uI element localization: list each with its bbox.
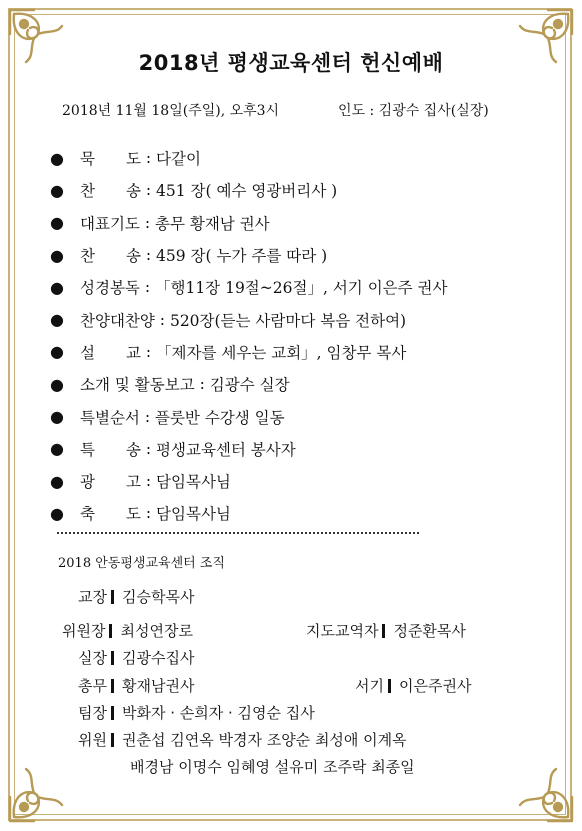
program-label: 특별순서 bbox=[80, 408, 140, 427]
program-item: ● 찬 송 : 459 장( 누가 주를 따라 ) bbox=[50, 245, 328, 266]
dotted-divider bbox=[57, 532, 419, 534]
program-label: 찬양대찬양 bbox=[80, 311, 155, 330]
role-label: 위원장 bbox=[62, 622, 106, 640]
org-members-cont bbox=[130, 756, 415, 777]
bullet-icon: ● bbox=[50, 503, 64, 523]
program-item: ● 묵 도 : 다같이 bbox=[50, 148, 201, 169]
program-label: 특 송 bbox=[80, 440, 141, 459]
role-name: 박화자 · 손희자 · 김영순 집사 bbox=[121, 704, 315, 722]
program-item: ● 축 도 : 담임목사님 bbox=[50, 503, 231, 524]
bullet-icon: ● bbox=[50, 342, 64, 362]
org-secretary bbox=[355, 675, 471, 696]
corner-ornament-icon bbox=[4, 757, 74, 827]
program-item: ● 대표기도 : 총무 황재남 권사 bbox=[50, 213, 270, 233]
org-members bbox=[78, 729, 407, 750]
role-name: 황재남권사 bbox=[121, 677, 195, 695]
role-name: 이은주권사 bbox=[398, 677, 472, 695]
program-label: 설 교 bbox=[80, 343, 141, 362]
program-value: 「행11장 19절~26절」, 서기 이은주 권사 bbox=[154, 279, 448, 298]
program-item: ● 광 고 : 담임목사님 bbox=[50, 471, 231, 492]
bullet-icon: ● bbox=[50, 148, 64, 168]
org-supervisor bbox=[306, 620, 466, 641]
role-label: 위원 bbox=[78, 731, 107, 749]
bullet-icon: ● bbox=[50, 407, 64, 427]
program-value: 451 장( 예수 영광버리사 ) bbox=[156, 182, 338, 201]
program-label: 대표기도 bbox=[80, 214, 140, 233]
member-names-line-1: 권춘섭 김연옥 박경자 조양순 최성애 이계옥 bbox=[121, 731, 407, 749]
program-item: ● 성경봉독 : 「행11장 19절~26절」, 서기 이은주 권사 bbox=[50, 277, 448, 298]
program-value: 520장(듣는 사람마다 복음 전하여) bbox=[169, 311, 407, 330]
role-label: 지도교역자 bbox=[306, 622, 379, 640]
program-item: ● 찬 송 : 451 장( 예수 영광버리사 ) bbox=[50, 180, 338, 201]
program-value: 플룻반 수강생 일동 bbox=[154, 408, 285, 427]
bullet-icon: ● bbox=[50, 213, 64, 233]
program-value: 「제자를 세우는 교회」, 임창무 목사 bbox=[156, 343, 407, 362]
role-name: 최성연장로 bbox=[120, 622, 193, 640]
bullet-icon: ● bbox=[50, 374, 64, 394]
page-title: 2018년 평생교육센터 헌신예배 bbox=[138, 51, 444, 75]
org-heading: 2018 안동평생교육센터 조직 bbox=[58, 556, 225, 571]
role-name: 김승학목사 bbox=[121, 588, 195, 606]
role-name: 정준환목사 bbox=[393, 622, 466, 640]
program-item: ● 소개 및 활동보고 : 김광수 실장 bbox=[50, 374, 290, 395]
service-date: 2018년 11월 18일(주일), 오후3시 bbox=[62, 103, 280, 119]
program-value: 총무 황재남 권사 bbox=[154, 214, 270, 233]
separator-bar bbox=[111, 590, 114, 604]
bullet-icon: ● bbox=[50, 245, 64, 265]
bullet-icon: ● bbox=[50, 310, 64, 330]
member-names-line-2: 배경남 이명수 임혜영 설유미 조주락 최종일 bbox=[130, 758, 415, 776]
program-item: ● 설 교 : 「제자를 세우는 교회」, 임창무 목사 bbox=[50, 342, 407, 362]
program-label: 찬 송 bbox=[80, 182, 141, 201]
separator-bar bbox=[111, 733, 114, 747]
program-value: 담임목사님 bbox=[156, 505, 231, 524]
separator-bar bbox=[111, 651, 114, 665]
program-value: 평생교육센터 봉사자 bbox=[156, 440, 296, 459]
program-label: 묵 도 bbox=[80, 150, 141, 169]
role-label: 서기 bbox=[355, 677, 384, 695]
org-manager bbox=[78, 675, 194, 696]
role-label: 총무 bbox=[78, 677, 107, 695]
program-item: ● 특별순서 : 플룻반 수강생 일동 bbox=[50, 407, 285, 427]
program-item: ● 찬양대찬양 : 520장(듣는 사람마다 복음 전하여) bbox=[50, 310, 407, 330]
bullet-icon: ● bbox=[50, 471, 64, 491]
org-team-leaders bbox=[78, 702, 315, 723]
program-label: 성경봉독 bbox=[80, 279, 140, 298]
corner-ornament-icon bbox=[508, 757, 578, 827]
role-name: 김광수집사 bbox=[121, 649, 195, 667]
program-value: 다같이 bbox=[156, 150, 201, 169]
bullet-icon: ● bbox=[50, 439, 64, 459]
program-label: 소개 및 활동보고 bbox=[80, 376, 195, 395]
program-item: ● 특 송 : 평생교육센터 봉사자 bbox=[50, 439, 296, 459]
program-label: 축 도 bbox=[80, 505, 141, 524]
program-value: 김광수 실장 bbox=[209, 376, 290, 395]
bullet-icon: ● bbox=[50, 277, 64, 297]
bullet-icon: ● bbox=[50, 180, 64, 200]
program-value: 담임목사님 bbox=[156, 473, 231, 492]
program-label: 찬 송 bbox=[80, 247, 141, 266]
program-value: 459 장( 누가 주를 따라 ) bbox=[156, 247, 328, 266]
org-chair bbox=[62, 620, 193, 641]
separator-bar bbox=[111, 679, 114, 693]
org-director bbox=[78, 647, 194, 668]
role-label: 팀장 bbox=[78, 704, 107, 722]
service-leader: 인도 : 김광수 집사(실장) bbox=[338, 103, 489, 119]
org-principal bbox=[78, 586, 194, 607]
program-label: 광 고 bbox=[80, 473, 141, 492]
separator-bar bbox=[388, 679, 391, 693]
separator-bar bbox=[382, 624, 385, 638]
role-label: 실장 bbox=[78, 649, 107, 667]
order-of-service bbox=[50, 142, 447, 530]
role-label: 교장 bbox=[78, 588, 107, 606]
separator-bar bbox=[109, 624, 112, 638]
separator-bar bbox=[111, 706, 114, 720]
